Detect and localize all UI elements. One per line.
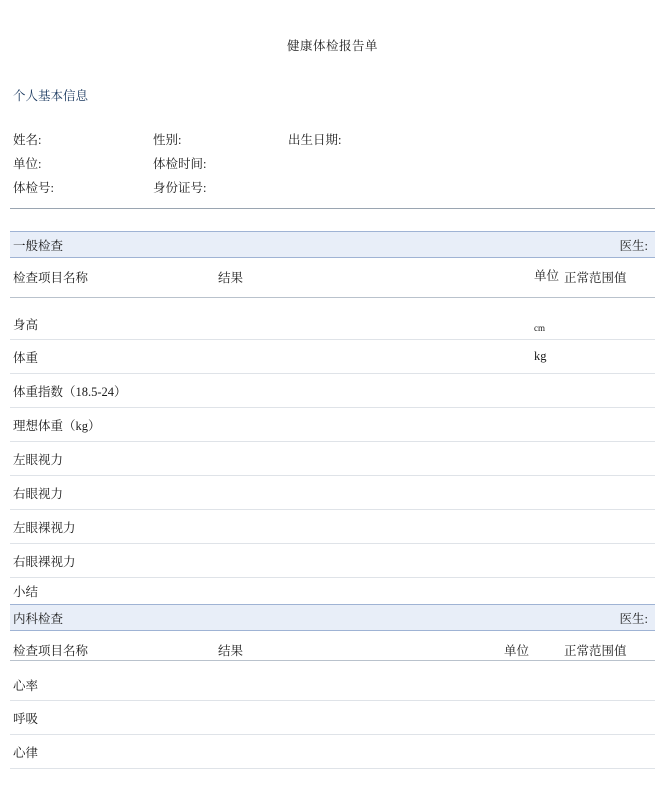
label-name: 姓名: [13,133,42,147]
label-exam-number: 体检号: [13,181,54,195]
table-row [10,735,655,769]
table-row [10,510,655,544]
column-item-name: 检查项目名称 [13,271,89,285]
table-row [10,374,655,408]
personal-info-block [10,130,655,209]
section-banner-internal [10,604,655,631]
column-header-internal [10,631,655,661]
item-name: 左眼裸视力 [13,520,76,535]
personal-info-heading: 个人基本信息 [13,89,89,103]
item-name: 心率 [13,679,39,693]
label-birthdate: 出生日期: [288,133,342,147]
item-unit: cm [534,323,545,333]
summary-label: 小结 [13,585,39,599]
table-row [10,476,655,510]
item-name: 心律 [13,745,39,760]
section-summary-general [10,578,655,604]
column-unit: 单位 [534,269,560,283]
column-result: 结果 [218,644,244,658]
table-row [10,408,655,442]
column-unit: 单位 [504,644,530,658]
column-range: 正常范围值 [564,644,627,658]
column-header-general [10,258,655,298]
info-row [13,178,655,202]
item-unit: kg [534,349,547,363]
label-unit: 单位: [13,157,42,171]
item-name: 理想体重（kg） [13,418,101,433]
doctor-label-internal: 医生: [619,611,648,626]
label-gender: 性别: [153,133,182,147]
column-result: 结果 [218,271,244,285]
table-row [10,340,655,374]
info-row [13,154,655,178]
table-row [10,298,655,340]
table-row [10,442,655,476]
column-range: 正常范围值 [564,271,627,285]
table-row [10,661,655,701]
section-title-internal: 内科检查 [13,611,64,626]
item-name: 右眼视力 [13,486,64,501]
page-title: 健康体检报告单 [286,39,378,53]
item-name: 体重 [13,350,39,365]
section-title-general: 一般检查 [13,238,64,253]
doctor-label-general: 医生: [619,238,648,253]
section-banner-general [10,231,655,258]
item-name: 右眼裸视力 [13,554,76,569]
table-row [10,544,655,578]
item-name: 呼吸 [13,711,39,726]
info-row [13,130,655,154]
item-name: 左眼视力 [13,452,64,467]
item-name: 体重指数（18.5-24） [13,384,127,399]
item-name: 身高 [13,318,39,332]
table-row [10,701,655,735]
column-item-name: 检查项目名称 [13,644,89,658]
label-id-number: 身份证号: [153,181,207,195]
label-exam-time: 体检时间: [153,157,207,171]
